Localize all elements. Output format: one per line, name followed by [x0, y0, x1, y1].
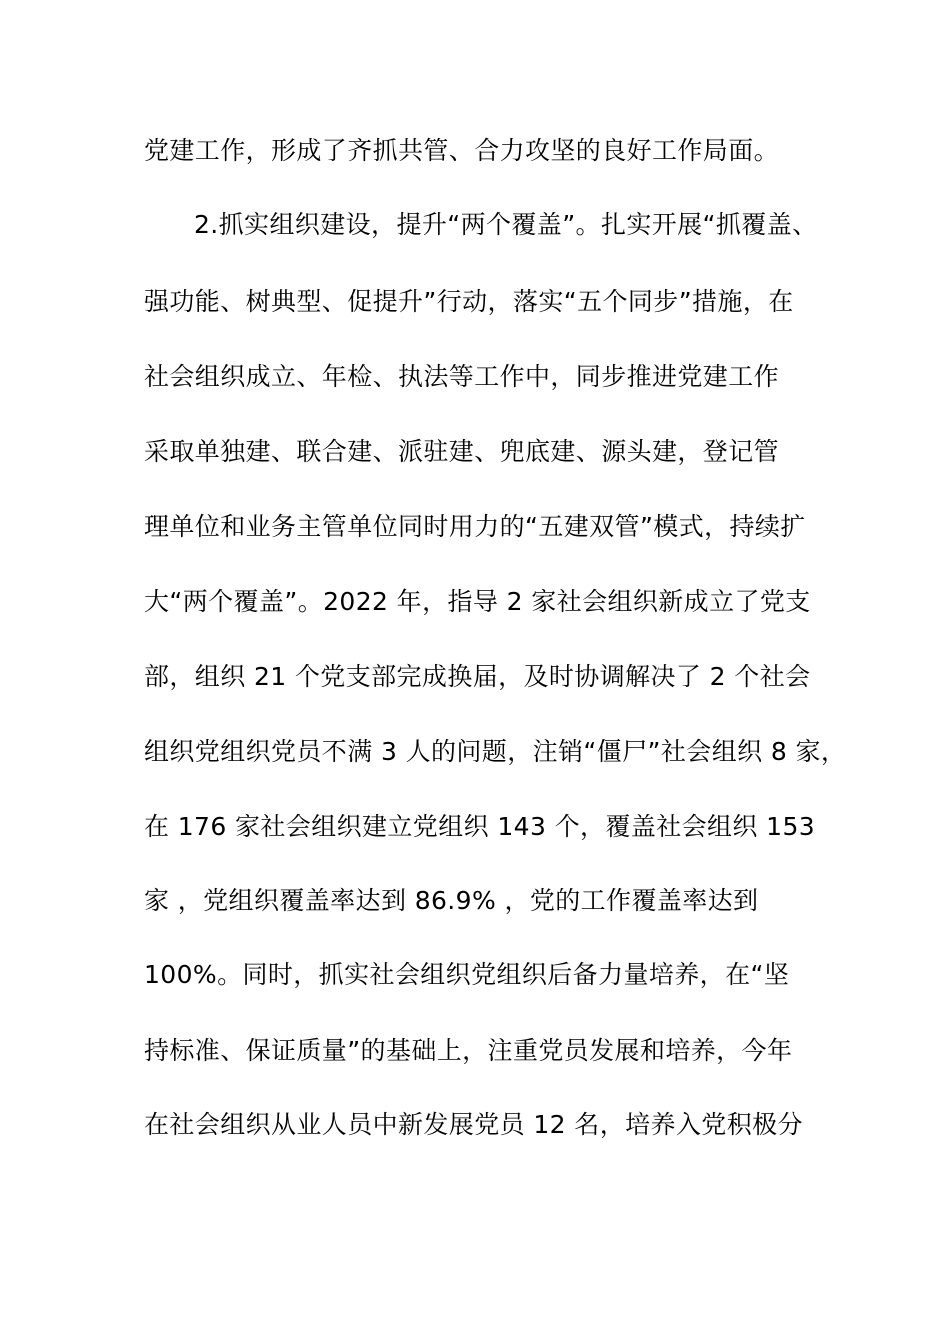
text-line: 党建工作，形成了齐抓共管、合力攻坚的良好工作局面。	[144, 136, 780, 165]
text-line: 采取单独建、联合建、派驻建、兜底建、源头建，登记管	[144, 437, 780, 466]
text-line: 组织党组织党员不满 3 人的问题，注销“僵尸”社会组织 8 家，	[144, 737, 847, 766]
text-line: 部，组织 21 个党支部完成换届，及时协调解决了 2 个社会	[144, 662, 811, 691]
text-line: 2.抓实组织建设，提升“两个覆盖”。扎实开展“抓覆盖、	[194, 210, 818, 239]
text-line: 家 ，党组织覆盖率达到 86.9% ，党的工作覆盖率达到	[144, 886, 759, 915]
text-line: 强功能、树典型、促提升”行动，落实“五个同步”措施，在	[144, 287, 794, 316]
text-line: 持标准、保证质量”的基础上，注重党员发展和培养，今年	[144, 1036, 793, 1065]
text-line: 社会组织成立、年检、执法等工作中，同步推进党建工作	[144, 362, 780, 391]
text-line: 理单位和业务主管单位同时用力的“五建双管”模式，持续扩	[144, 512, 806, 541]
text-line: 大“两个覆盖”。2022 年，指导 2 家社会组织新成立了党支	[144, 587, 811, 616]
text-line: 100%。同时，抓实社会组织党组织后备力量培养，在“坚	[144, 960, 790, 989]
text-line: 在社会组织从业人员中新发展党员 12 名，培养入党积极分	[144, 1110, 803, 1139]
text-line: 在 176 家社会组织建立党组织 143 个，覆盖社会组织 153	[144, 812, 816, 841]
